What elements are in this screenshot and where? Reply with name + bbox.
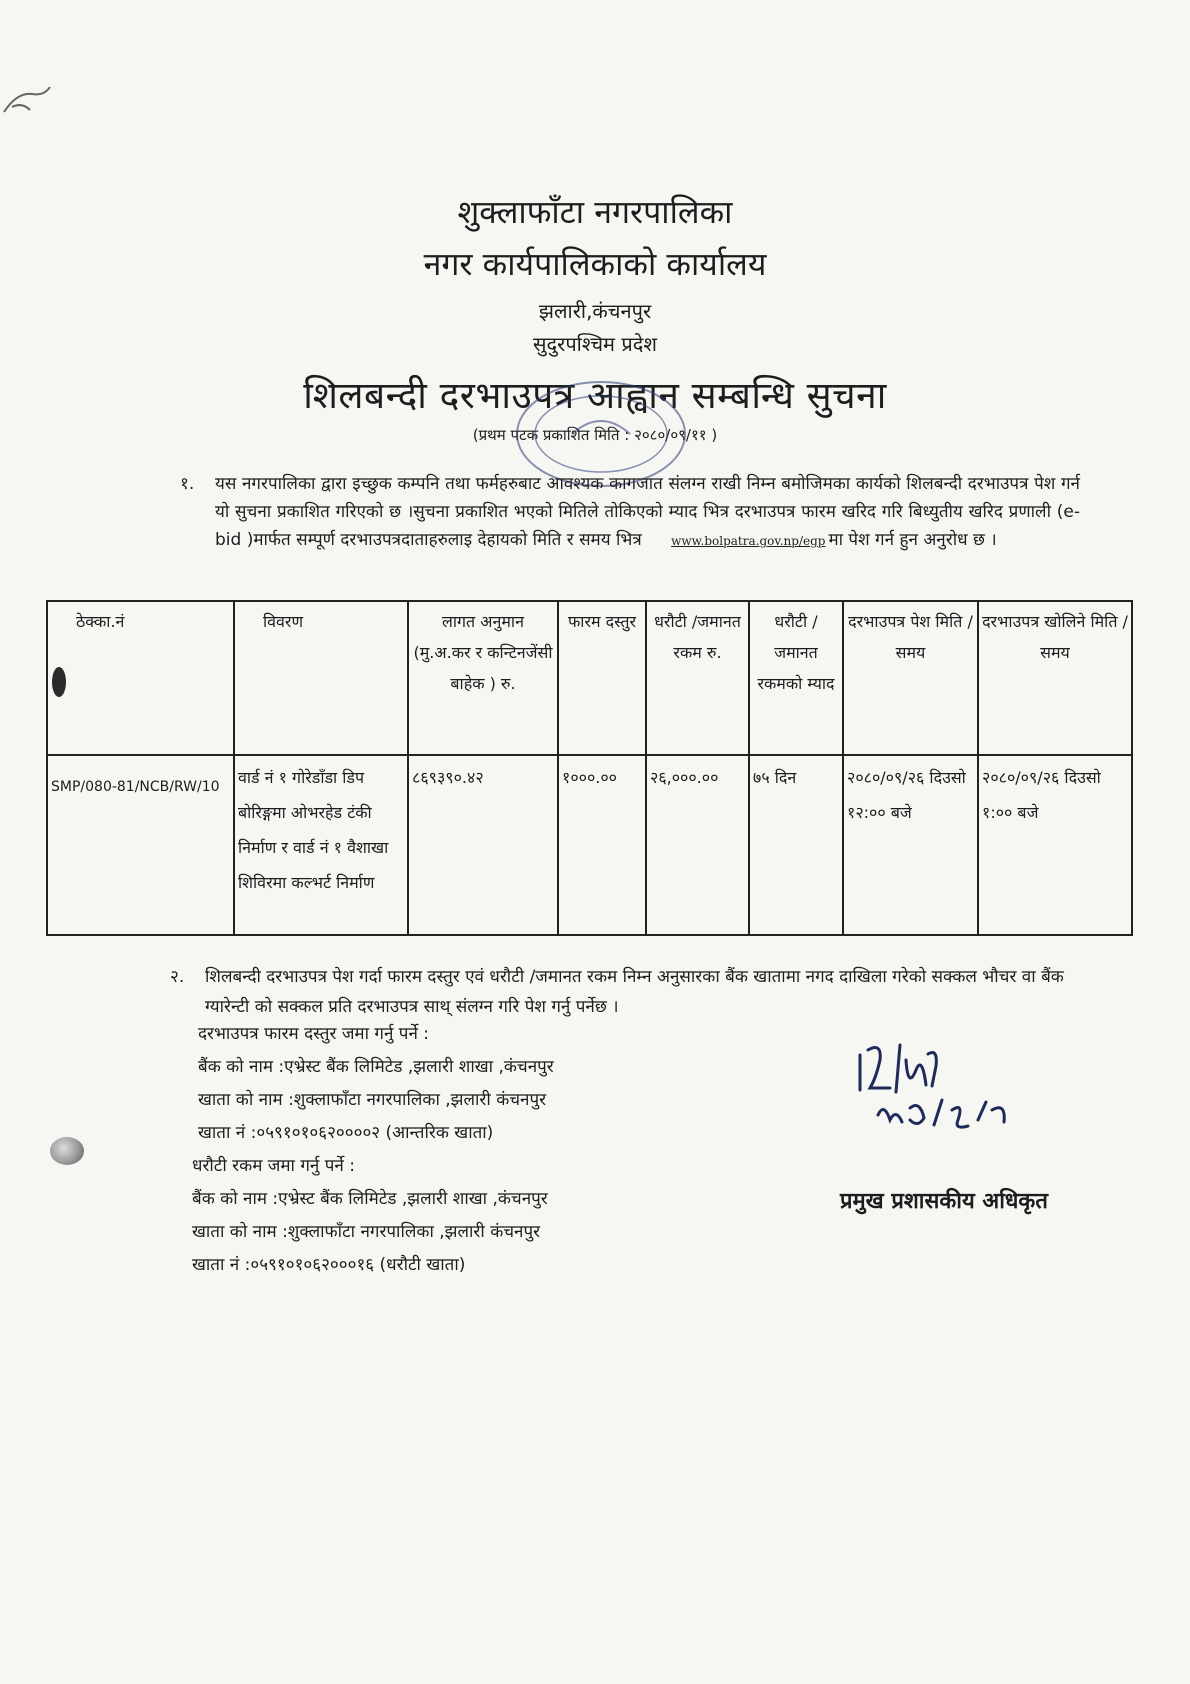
header-description: विवरण [234, 601, 408, 755]
opening-datetime: २०८०/०९/२६ दिउसो १:०० बजे [978, 755, 1132, 935]
header-contract-no: ठेक्का.नं [47, 601, 234, 755]
paragraph-2-number: २. [170, 967, 185, 987]
notice-title: शिलबन्दी दरभाउपत्र आह्वान सम्बन्धि सुचना [303, 374, 887, 417]
header-bid-security: धरौटी /जमानत रकम रु. [646, 601, 749, 755]
contract-number: SMP/080-81/NCB/RW/10 [47, 755, 234, 935]
office-name: नगर कार्यपालिकाको कार्यालय [423, 245, 767, 283]
paragraph-1-text: यस नगरपालिका द्वारा इच्छुक कम्पनि तथा फर्महरुबाट आवश्यक कागजात संलग्न राखी निम्न बमोजिमका कार्यको शिलबन्दी दरभाउपत्र पेश गर्न यो सुचना प्रकाशित गरिएको छ ।सुचना प्रकाशित भएको मितिले तोकिएको म्याद भित्र दरभाउपत्र फारम खरिद गरि बिध्युतीय खरिद प्रणाली (e- bid )मार्फत सम्पूर्ण दरभाउपत्रदाताहरुलाइ देहायको मिति र समय भित्र [215, 474, 1080, 550]
deposit-heading: धरौटी रकम जमा गर्नु पर्ने : [192, 1156, 355, 1176]
form-fee-heading: दरभाउपत्र फारम दस्तुर जमा गर्नु पर्ने : [198, 1024, 430, 1044]
header-submission-date: दरभाउपत्र पेश मिति /समय [843, 601, 978, 755]
header-opening-date: दरभाउपत्र खोलिने मिति /समय [978, 601, 1132, 755]
deposit-bank: बैंक को नाम :एभ्रेस्ट बैंक लिमिटेड ,झलारी शाखा ,कंचनपुर [192, 1189, 548, 1209]
header-form-fee: फारम दस्तुर [558, 601, 646, 755]
bid-security-amount: २६,०००.०० [646, 755, 749, 935]
work-description: वार्ड नं १ गोरेडाँडा डिप बोरिङ्गमा ओभरहेड टंकी निर्माण र वार्ड नं १ वैशाखा शिविरमा कल्भर्ट निर्माण [234, 755, 408, 935]
security-validity: ७५ दिन [749, 755, 843, 935]
office-address: झलारी,कंचनपुर [538, 299, 652, 323]
table-row [47, 755, 1132, 935]
bid-table [46, 600, 1133, 936]
form-fee: १०००.०० [558, 755, 646, 935]
header-cost-estimate: लागत अनुमान (मु.अ.कर र कन्टिनजेंसी बाहेक ) रु. [408, 601, 558, 755]
paragraph-1 [180, 470, 1080, 555]
paragraph-1-text-end: मा पेश गर्न हुन अनुरोध छ । [828, 530, 997, 550]
deposit-account [192, 1150, 548, 1282]
egp-portal-link[interactable]: www.bolpatra.gov.np/egp [671, 534, 826, 548]
province-name: सुदुरपश्चिम प्रदेश [533, 332, 657, 356]
cost-estimate: ८६९३९०.४२ [408, 755, 558, 935]
scan-smudge [2, 82, 52, 122]
organization-name: शुक्लाफाँटा नगरपालिका [457, 193, 733, 231]
form-fee-bank: बैंक को नाम :एभ्रेस्ट बैंक लिमिटेड ,झलारी शाखा ,कंचनपुर [198, 1057, 554, 1077]
form-fee-account-no: खाता नं :०५९१०१०६२००००२ (आन्तरिक खाता) [198, 1123, 494, 1143]
publication-date: (प्रथम पटक प्रकाशित मिति : २०८०/०९/११ ) [472, 426, 718, 444]
paragraph-2 [170, 962, 1080, 1022]
officer-designation: प्रमुख प्रशासकीय अधिकृत [840, 1189, 1048, 1214]
punch-hole [50, 1137, 84, 1165]
form-fee-account-name: खाता को नाम :शुक्लाफाँटा नगरपालिका ,झलारी कंचनपुर [198, 1090, 547, 1110]
submission-datetime: २०८०/०९/२६ दिउसो १२:०० बजे [843, 755, 978, 935]
table-header-row [47, 601, 1132, 755]
form-fee-account [198, 1018, 554, 1150]
header-security-validity: धरौटी /जमानत रकमको म्याद [749, 601, 843, 755]
paragraph-2-text: शिलबन्दी दरभाउपत्र पेश गर्दा फारम दस्तुर एवं धरौटी /जमानत रकम निम्न अनुसारका बैंक खातामा नगद दाखिला गरेको सक्कल भौचर वा बैंक ग्यारेन्टी को सक्कल प्रति दरभाउपत्र साथ् संलग्न गरि पेश गर्नु पर्नेछ । [205, 967, 1064, 1017]
deposit-account-name: खाता को नाम :शुक्लाफाँटा नगरपालिका ,झलारी कंचनपुर [192, 1222, 541, 1242]
handwritten-signature [840, 1030, 1060, 1150]
deposit-account-no: खाता नं :०५९१०१०६२०००१६ (धरौटी खाता) [192, 1255, 466, 1275]
paragraph-1-number: १. [180, 474, 195, 494]
